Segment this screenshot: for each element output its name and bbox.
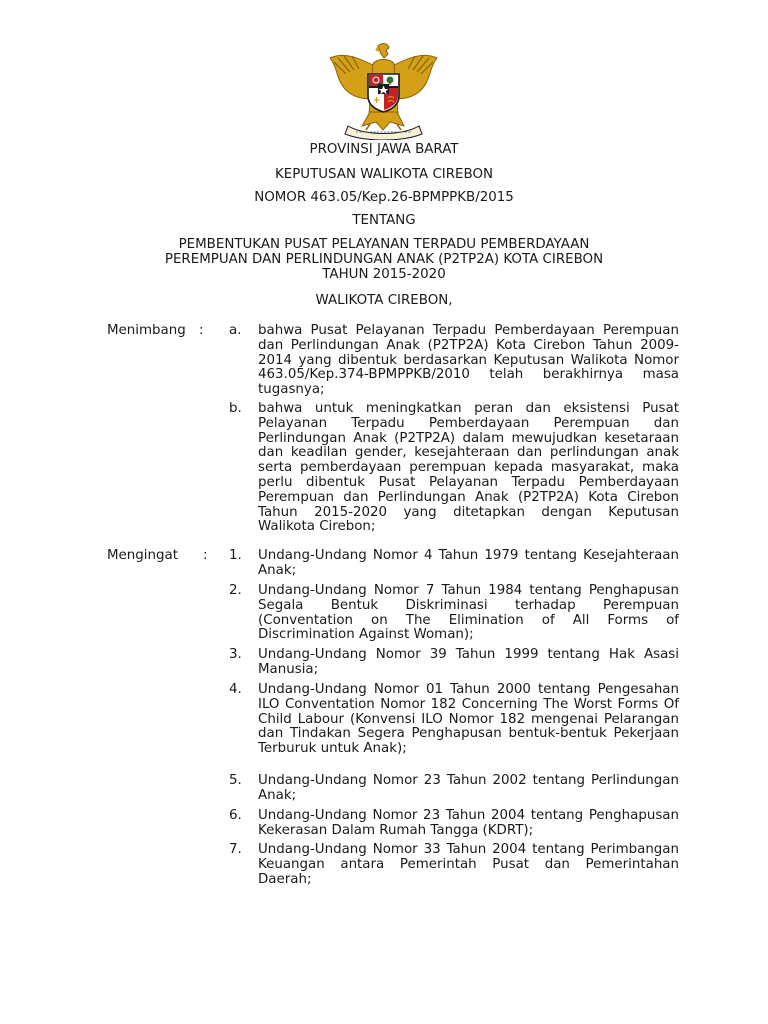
mengingat-item-7 bbox=[229, 843, 679, 887]
item-marker: 6. bbox=[229, 808, 242, 823]
about-heading: TENTANG bbox=[352, 213, 416, 228]
item-marker: 7. bbox=[229, 842, 242, 857]
mengingat-label: Mengingat bbox=[107, 548, 178, 563]
item-marker: a. bbox=[229, 323, 242, 338]
item-marker: 1. bbox=[229, 548, 242, 563]
menimbang-colon: : bbox=[199, 323, 204, 338]
mengingat-item-3 bbox=[229, 648, 679, 678]
mengingat-item-5 bbox=[229, 774, 679, 804]
item-text: Undang-Undang Nomor 7 Tahun 1984 tentang Penghapusan Segala Bentuk Diskriminasi terhadap Perempuan (Conventation on The Elimination of All Forms of Discrimination Against Woman); bbox=[258, 583, 679, 643]
item-marker: 4. bbox=[229, 682, 242, 697]
menimbang-label: Menimbang bbox=[107, 323, 186, 338]
item-text: Undang-Undang Nomor 23 Tahun 2004 tentang Penghapusan Kekerasan Dalam Rumah Tangga (KDRT); bbox=[258, 808, 679, 838]
mengingat-item-1 bbox=[229, 549, 679, 579]
mengingat-item-2 bbox=[229, 584, 679, 643]
province-heading: PROVINSI JAWA BARAT bbox=[309, 142, 459, 157]
item-text: Undang-Undang Nomor 23 Tahun 2002 tentang Perlindungan Anak; bbox=[258, 773, 679, 803]
issuer-line: WALIKOTA CIREBON, bbox=[315, 293, 453, 308]
garuda-emblem-icon bbox=[326, 40, 441, 140]
item-text: bahwa Pusat Pelayanan Terpadu Pemberdayaan Perempuan dan Perlindungan Anak (P2TP2A) Kota Cirebon Tahun 2009-2014 yang dibentuk berdasarkan Keputusan Walikota Nomor 463.05/Kep.374-BPMPPKB/2010 telah berakhirnya masa tugasnya; bbox=[258, 323, 679, 398]
mengingat-item-4 bbox=[229, 683, 679, 757]
mengingat-colon: : bbox=[203, 548, 208, 563]
item-text: Undang-Undang Nomor 4 Tahun 1979 tentang Kesejahteraan Anak; bbox=[258, 548, 679, 578]
item-marker: 2. bbox=[229, 583, 242, 598]
decree-title: KEPUTUSAN WALIKOTA CIREBON bbox=[274, 167, 494, 182]
item-marker: 3. bbox=[229, 647, 242, 662]
item-text: Undang-Undang Nomor 01 Tahun 2000 tentang Pengesahan ILO Conventation Nomor 182 Concerning The Worst Forms Of Child Labour (Konvensi ILO Nomor 182 mengenai Pelarangan dan Tindakan Segera Penghapusan bentuk-bentuk Pekerjaan Terburuk untuk Anak); bbox=[258, 682, 679, 757]
menimbang-item-a bbox=[229, 324, 679, 398]
item-text: Undang-Undang Nomor 39 Tahun 1999 tentang Hak Asasi Manusia; bbox=[258, 647, 679, 677]
menimbang-item-b bbox=[229, 402, 679, 535]
decree-number: NOMOR 463.05/Kep.26-BPMPPKB/2015 bbox=[254, 190, 514, 205]
item-marker: b. bbox=[229, 401, 242, 416]
item-marker: 5. bbox=[229, 773, 242, 788]
mengingat-item-6 bbox=[229, 809, 679, 839]
item-text: Undang-Undang Nomor 33 Tahun 2004 tentang Perimbangan Keuangan antara Pemerintah Pusat dan Pemerintahan Daerah; bbox=[258, 842, 679, 887]
decree-subject: PEMBENTUKAN PUSAT PELAYANAN TERPADU PEMBERDAYAAN PEREMPUAN DAN PERLINDUNGAN ANAK (P2TP2A) KOTA CIREBON TAHUN 2015-2020 bbox=[164, 237, 604, 282]
item-text: bahwa untuk meningkatkan peran dan eksistensi Pusat Pelayanan Terpadu Pemberdayaan Perempuan dan Perlindungan Anak (P2TP2A) dalam mewujudkan kesetaraan dan keadilan gender, kesejahteraan dan perlindungan anak serta pemberdayaan perempuan kepada masyarakat, maka perlu dibentuk Pusat Pelayanan Terpadu Pemberdayaan Perempuan dan Perlindungan Anak (P2TP2A) Kota Cirebon Tahun 2015-2020 yang ditetapkan dengan Keputusan Walikota Cirebon; bbox=[258, 401, 679, 535]
